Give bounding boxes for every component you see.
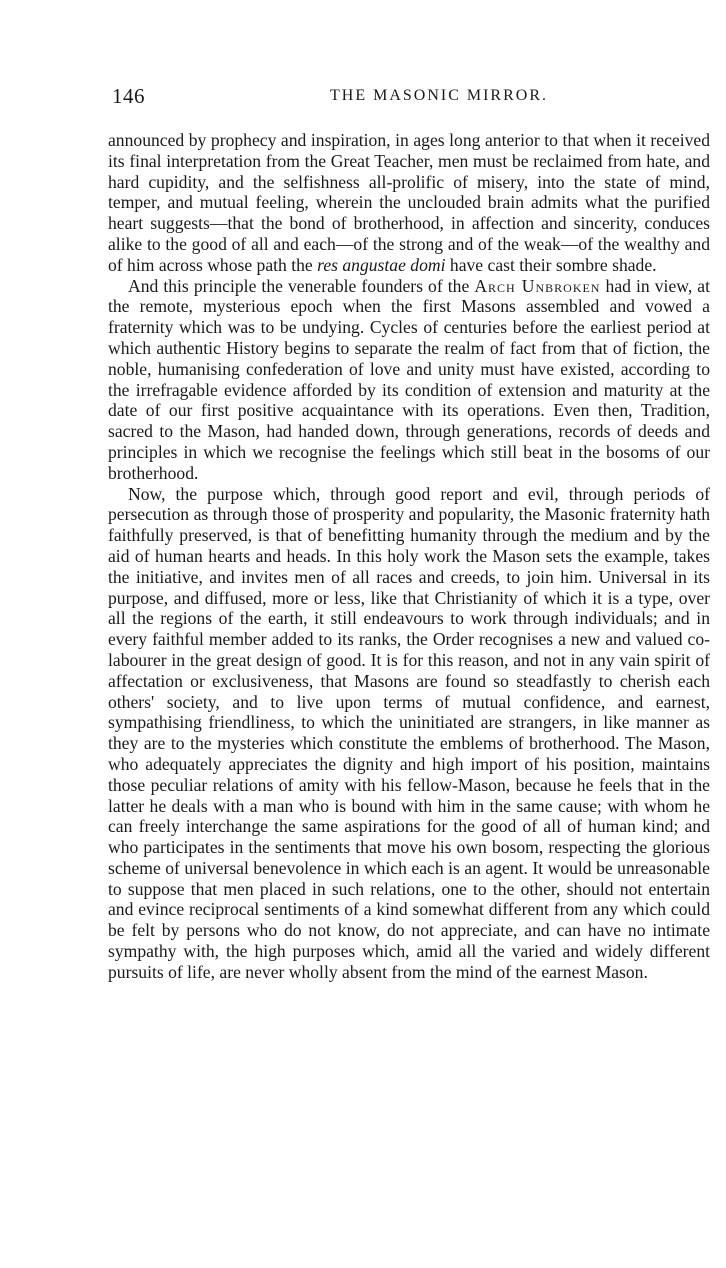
paragraph-2-text: And this principle the venerable founders of the — [128, 275, 475, 296]
paragraph-1 — [108, 130, 710, 276]
page-header — [108, 84, 710, 112]
latin-phrase: res angustae domi — [317, 254, 446, 275]
paragraph-2-end: had in view, at the remote, mysterious epoch when the first Masons assembled and vowed a fraternity which was to be undying. Cycles of centuries before the earliest period at which authentic History begins to separate the realm of fact from that of fiction, the noble, humanising confederation of love and unity must have existed, according to the irrefragable evidence afforded by its condition of extension and maturity at the date of our first positive acquaintance with its operations. Even then, Tradition, sacred to the Mason, had handed down, through generations, records of deeds and principles in which we recognise the feelings which still beat in the bosoms of our brotherhood. — [108, 275, 710, 483]
paragraph-1-end: have cast their sombre shade. — [445, 254, 657, 275]
page-number: 146 — [112, 84, 145, 108]
page — [108, 84, 710, 983]
paragraph-1-text: announced by prophecy and inspiration, in ages long anterior to that when it received its final interpretation from the Great Teacher, men must be reclaimed from hate, and hard cupidity, and the selfishness all-prolific of misery, into the state of mind, temper, and mutual feeling, wherein the unclouded brain admits what the purified heart suggests—that the bond of brotherhood, in affection and sincerity, conduces alike to the good of all and each—of the strong and of the weak—of the wealthy and of him across whose path the — [108, 130, 710, 275]
paragraph-2 — [108, 276, 710, 484]
arch-unbroken: Arch Unbroken — [474, 275, 601, 296]
body-text — [108, 130, 710, 983]
running-title: THE MASONIC MIRROR. — [329, 87, 548, 104]
paragraph-3: Now, the purpose which, through good report and evil, through periods of persecution as through those of prosperity and popularity, the Masonic fraternity hath faithfully preserved, is that of benefitting humanity through the medium and by the aid of human hearts and heads. In this holy work the Mason sets the example, takes the initiative, and invites men of all races and creeds, to join him. Universal in its purpose, and diffused, more or less, like that Christianity of which it is a type, over all the regions of the earth, it still endeavours to work through individuals; and in every faithful member added to its ranks, the Order recognises a new and valued co-labourer in the great design of good. It is for this reason, and not in any vain spirit of affectation or exclusiveness, that Masons are found so steadfastly to cherish each others' society, and to live upon terms of mutual confidence, and earnest, sympathising friendliness, to which the uninitiated are strangers, in like manner as they are to the mysteries which constitute the emblems of brotherhood. The Mason, who adequately appreciates the dignity and high import of his position, maintains those peculiar relations of amity with his fellow-Mason, because he feels that in the latter he deals with a man who is bound with him in the same cause; with whom he can freely interchange the same aspirations for the good of all of human kind; and who participates in the sentiments that move his own bosom, respecting the glorious scheme of universal benevolence in which each is an agent. It would be unreasonable to suppose that men placed in such relations, one to the other, should not entertain and evince reciprocal sentiments of a kind somewhat different from any which could be felt by persons who do not know, do not appreciate, and can have no intimate sympathy with, the high purposes which, amid all the varied and widely different pursuits of life, are never wholly absent from the mind of the earnest Mason. — [108, 483, 710, 982]
